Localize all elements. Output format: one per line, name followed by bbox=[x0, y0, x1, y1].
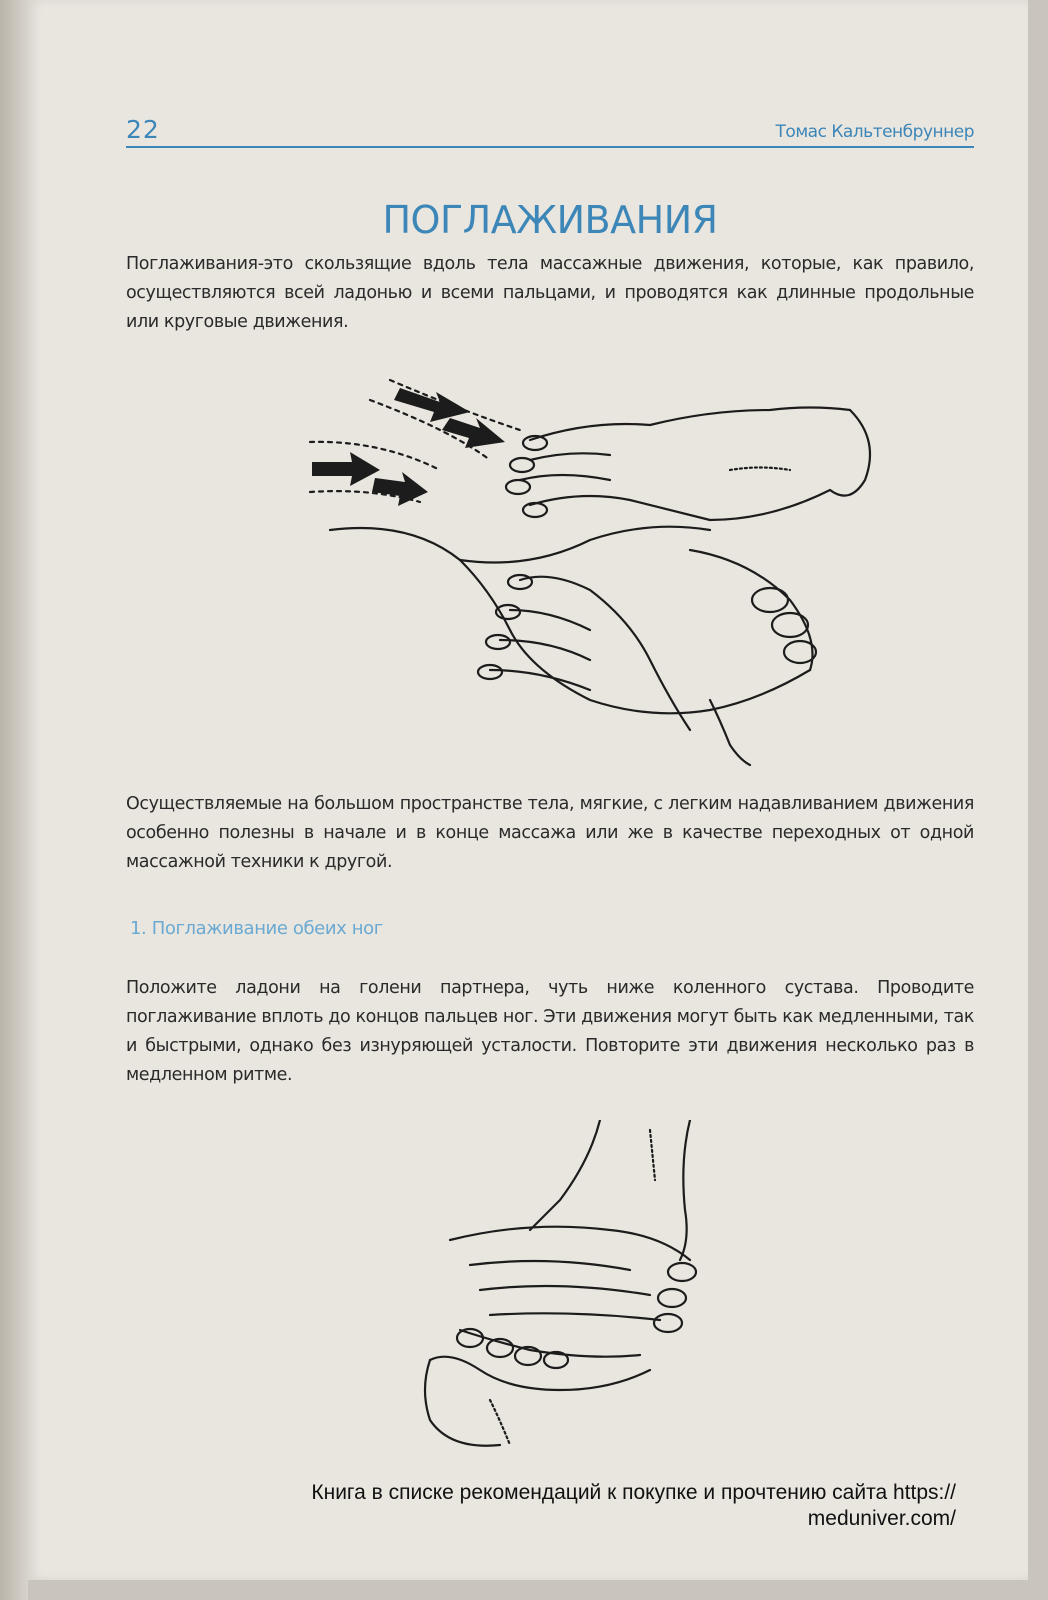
running-head-author: Томас Кальтенбруннер bbox=[775, 122, 974, 142]
stroking-hands-illustration bbox=[290, 370, 890, 770]
technique-paragraph: Осуществляемые на большом пространстве тела, мягкие, с легким надавливанием движения особенно полезны в начале и в конце массажа или же в качестве переходных от одной массажной техники к другой. bbox=[126, 794, 974, 872]
intro-paragraph: Поглаживания-это скользящие вдоль тела массажные движения, которые, как правило, осуществляются всей ладонью и всеми пальцами, и проводятся как длинные продольные или круговые движения. bbox=[126, 254, 974, 332]
section-subheading: 1. Поглаживание обеих ног bbox=[130, 918, 383, 939]
site-footer-note bbox=[150, 1480, 956, 1532]
chapter-title: ПОГЛАЖИВАНИЯ bbox=[382, 198, 718, 242]
legs-stroking-illustration bbox=[410, 1120, 720, 1450]
arrow-icon bbox=[312, 388, 505, 506]
page-number: 22 bbox=[126, 115, 160, 144]
page-header bbox=[126, 112, 974, 148]
footer-line-1: Книга в списке рекомендаций к покупке и прочтению сайта https:// bbox=[311, 1481, 956, 1504]
instruction-paragraph: Положите ладони на голени партнера, чуть ниже коленного сустава. Проводите поглаживание вплоть до концов пальцев ног. Эти движения могут быть как медленными, так и быстрыми, однако без изнуряющей усталости. Повторите эти движения несколько раз в медленном ритме. bbox=[126, 978, 974, 1085]
book-spine-shadow bbox=[0, 0, 28, 1600]
footer-line-2: meduniver.com/ bbox=[807, 1507, 956, 1530]
